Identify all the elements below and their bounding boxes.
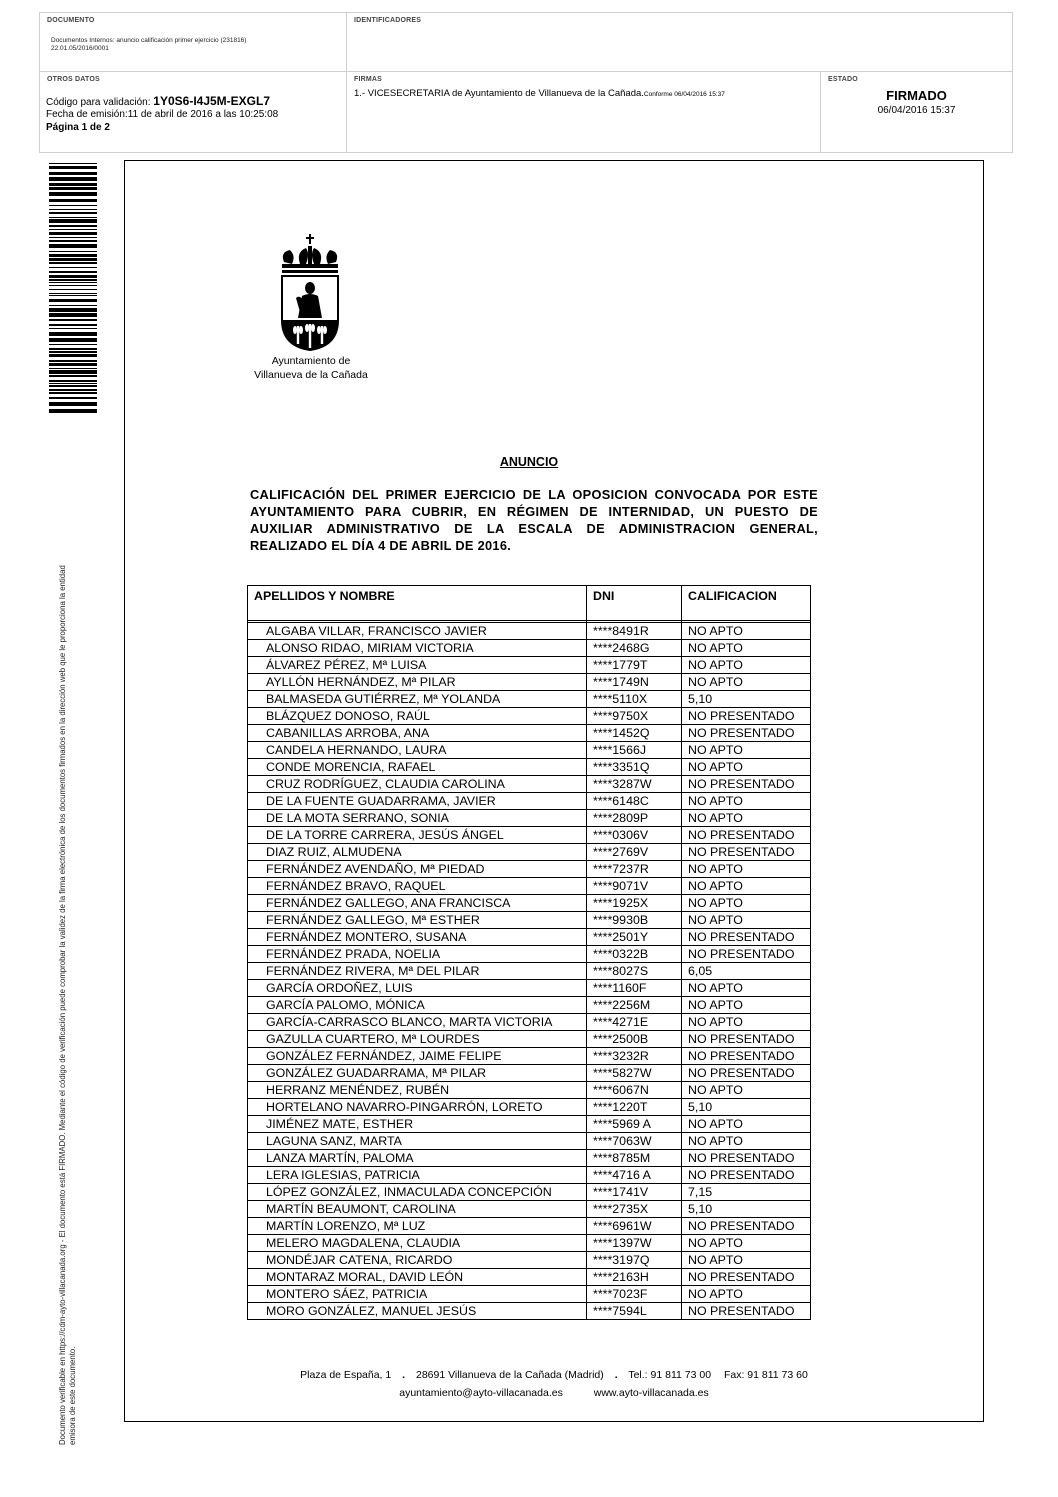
cell-dni: ****3197Q bbox=[587, 1252, 682, 1269]
cell-name: FERNÁNDEZ MONTERO, SUSANA bbox=[248, 929, 587, 946]
table-row bbox=[248, 640, 811, 657]
cell-dni: ****5827W bbox=[587, 1065, 682, 1082]
cell-calificacion: NO PRESENTADO bbox=[682, 1065, 811, 1082]
table-row bbox=[248, 1286, 811, 1303]
otros-datos-label: OTROS DATOS bbox=[47, 76, 100, 83]
cell-calificacion: NO APTO bbox=[682, 1133, 811, 1150]
cell-calificacion: NO PRESENTADO bbox=[682, 776, 811, 793]
cell-name: FERNÁNDEZ RIVERA, Mª DEL PILAR bbox=[248, 963, 587, 980]
barcode-bar bbox=[49, 285, 97, 286]
side-text-line: Documento verificable en https://cdm-ayto-villacanada.org - El documento está FIRMADO. Mediante el código de verificación puede comprobar la validez de la firma electrónica de los documentos firmados en la dirección web que le proporciona la entidad bbox=[58, 565, 67, 1445]
cell-dni: ****7237R bbox=[587, 861, 682, 878]
table-row bbox=[248, 929, 811, 946]
cell-dni: ****0306V bbox=[587, 827, 682, 844]
barcode-bar bbox=[49, 397, 97, 399]
cell-name: HERRANZ MENÉNDEZ, RUBÉN bbox=[248, 1082, 587, 1099]
barcode-bar bbox=[49, 177, 97, 181]
cell-name: MORO GONZÁLEZ, MANUEL JESÚS bbox=[248, 1303, 587, 1320]
cell-dni: ****9930B bbox=[587, 912, 682, 929]
table-row bbox=[248, 963, 811, 980]
column-header-dni: DNI bbox=[587, 586, 682, 621]
table-row bbox=[248, 1235, 811, 1252]
footer-web-line bbox=[0, 1387, 1058, 1399]
cell-name: DE LA TORRE CARRERA, JESÚS ÁNGEL bbox=[248, 827, 587, 844]
cell-name: FERNÁNDEZ PRADA, NOELIA bbox=[248, 946, 587, 963]
cell-calificacion: NO PRESENTADO bbox=[682, 708, 811, 725]
cell-dni: ****7023F bbox=[587, 1286, 682, 1303]
cell-calificacion: NO PRESENTADO bbox=[682, 1167, 811, 1184]
cell-calificacion: NO APTO bbox=[682, 1286, 811, 1303]
otros-datos-box bbox=[39, 71, 347, 153]
cell-name: FERNÁNDEZ GALLEGO, Mª ESTHER bbox=[248, 912, 587, 929]
barcode-bar bbox=[49, 166, 97, 169]
table-row bbox=[248, 1133, 811, 1150]
cell-calificacion: NO APTO bbox=[682, 1235, 811, 1252]
barcode-bar bbox=[49, 251, 97, 252]
table-row bbox=[248, 946, 811, 963]
cell-calificacion: NO PRESENTADO bbox=[682, 1269, 811, 1286]
cell-dni: ****1397W bbox=[587, 1235, 682, 1252]
documento-box bbox=[39, 12, 347, 72]
cell-calificacion: NO APTO bbox=[682, 1252, 811, 1269]
barcode-bar bbox=[49, 209, 97, 210]
cell-name: CABANILLAS ARROBA, ANA bbox=[248, 725, 587, 742]
estado-value: FIRMADO bbox=[886, 88, 947, 103]
logo-caption-line: Villanueva de la Cañada bbox=[254, 369, 368, 381]
documento-label: DOCUMENTO bbox=[47, 17, 95, 24]
cell-name: MONDÉJAR CATENA, RICARDO bbox=[248, 1252, 587, 1269]
cell-calificacion: 7,15 bbox=[682, 1184, 811, 1201]
table-row bbox=[248, 657, 811, 674]
cell-name: BLÁZQUEZ DONOSO, RAÚL bbox=[248, 708, 587, 725]
cell-calificacion: NO PRESENTADO bbox=[682, 844, 811, 861]
barcode-bar bbox=[49, 275, 97, 278]
footer-postal: 28691 Villanueva de la Cañada (Madrid) bbox=[416, 1369, 604, 1381]
cell-calificacion: 5,10 bbox=[682, 1099, 811, 1116]
cell-dni: ****1220T bbox=[587, 1099, 682, 1116]
cell-name: ALONSO RIDAO, MIRIAM VICTORIA bbox=[248, 640, 587, 657]
cell-calificacion: 5,10 bbox=[682, 691, 811, 708]
cell-dni: ****8785M bbox=[587, 1150, 682, 1167]
cell-name: GONZÁLEZ FERNÁNDEZ, JAIME FELIPE bbox=[248, 1048, 587, 1065]
table-row bbox=[248, 674, 811, 691]
table-row bbox=[248, 1048, 811, 1065]
cell-dni: ****3351Q bbox=[587, 759, 682, 776]
barcode-bar bbox=[49, 217, 97, 218]
cell-calificacion: NO APTO bbox=[682, 640, 811, 657]
table-row bbox=[248, 742, 811, 759]
emission-date: Fecha de emisión:11 de abril de 2016 a las 10:25:08 bbox=[46, 109, 279, 120]
barcode-bar bbox=[49, 163, 97, 164]
column-header-name: APELLIDOS Y NOMBRE bbox=[248, 586, 587, 621]
barcode-image bbox=[49, 163, 97, 413]
cell-dni: ****1749N bbox=[587, 674, 682, 691]
table-row bbox=[248, 844, 811, 861]
barcode-bar bbox=[49, 363, 97, 366]
cell-calificacion: NO APTO bbox=[682, 793, 811, 810]
barcode-bar bbox=[49, 219, 97, 223]
table-row bbox=[248, 1065, 811, 1082]
footer-address: Plaza de España, 1 bbox=[300, 1369, 392, 1381]
documento-line: 22.01.05/2016/0001 bbox=[51, 45, 109, 52]
barcode-bar bbox=[49, 383, 97, 384]
firma-conforme: Conforme 06/04/2016 15:37 bbox=[643, 91, 725, 98]
table-row bbox=[248, 878, 811, 895]
barcode-bar bbox=[49, 293, 97, 294]
cell-name: LAGUNA SANZ, MARTA bbox=[248, 1133, 587, 1150]
barcode-bar bbox=[49, 328, 97, 329]
announcement-headline: CALIFICACIÓN DEL PRIMER EJERCICIO DE LA OPOSICION CONVOCADA POR ESTE AYUNTAMIENTO PARA CUBRIR, EN RÉGIMEN DE INTERNIDAD, UN PUESTO DE AUXILIAR ADMINISTRATIVO DE LA ESCALA DE ADMINISTRACION GENERAL, REALIZADO EL DÍA 4 DE ABRIL DE 2016. bbox=[250, 487, 818, 553]
estado-label: ESTADO bbox=[828, 76, 858, 83]
page-number: Página 1 de 2 bbox=[46, 122, 110, 133]
barcode-bar bbox=[49, 389, 97, 391]
cell-name: MELERO MAGDALENA, CLAUDIA bbox=[248, 1235, 587, 1252]
firma-entry bbox=[354, 88, 725, 99]
barcode-bar bbox=[49, 360, 97, 362]
table-row bbox=[248, 1014, 811, 1031]
validation-code[interactable]: 1Y0S6-I4J5M-EXGL7 bbox=[153, 94, 271, 108]
barcode-bar bbox=[49, 187, 97, 190]
cell-name: ÁLVAREZ PÉREZ, Mª LUISA bbox=[248, 657, 587, 674]
cell-calificacion: NO APTO bbox=[682, 623, 811, 640]
firmas-box bbox=[346, 71, 821, 153]
barcode-bar bbox=[49, 229, 97, 230]
cell-dni: ****4716 A bbox=[587, 1167, 682, 1184]
cell-dni: ****2809P bbox=[587, 810, 682, 827]
cell-name: JIMÉNEZ MATE, ESTHER bbox=[248, 1116, 587, 1133]
cell-calificacion: NO APTO bbox=[682, 759, 811, 776]
cell-dni: ****8491R bbox=[587, 623, 682, 640]
announcement-title: ANUNCIO bbox=[499, 455, 559, 469]
barcode-bar bbox=[49, 351, 97, 353]
table-row bbox=[248, 1082, 811, 1099]
barcode-bar bbox=[49, 183, 97, 186]
table-row bbox=[248, 759, 811, 776]
cell-calificacion: NO PRESENTADO bbox=[682, 946, 811, 963]
barcode-bar bbox=[49, 324, 97, 326]
table-row bbox=[248, 1184, 811, 1201]
barcode-bar bbox=[49, 392, 97, 394]
cell-dni: ****1779T bbox=[587, 657, 682, 674]
column-header-calificacion: CALIFICACION bbox=[682, 586, 811, 621]
cell-calificacion: NO APTO bbox=[682, 810, 811, 827]
barcode-bar bbox=[49, 237, 97, 238]
table-row bbox=[248, 691, 811, 708]
cell-dni: ****7063W bbox=[587, 1133, 682, 1150]
cell-dni: ****4271E bbox=[587, 1014, 682, 1031]
barcode-bar bbox=[49, 258, 97, 261]
cell-name: LERA IGLESIAS, PATRICIA bbox=[248, 1167, 587, 1184]
cell-calificacion: NO APTO bbox=[682, 1116, 811, 1133]
barcode-bar bbox=[49, 254, 97, 257]
validation-line bbox=[46, 94, 270, 108]
cell-dni: ****6148C bbox=[587, 793, 682, 810]
cell-name: LANZA MARTÍN, PALOMA bbox=[248, 1150, 587, 1167]
barcode-bar bbox=[49, 402, 97, 406]
coat-of-arms-logo bbox=[270, 232, 350, 352]
firma-text: 1.- VICESECRETARIA de Ayuntamiento de Villanueva de la Cañada. bbox=[354, 88, 644, 99]
barcode-bar bbox=[49, 205, 97, 206]
cell-name: BALMASEDA GUTIÉRREZ, Mª YOLANDA bbox=[248, 691, 587, 708]
table-row bbox=[248, 1218, 811, 1235]
cell-dni: ****1741V bbox=[587, 1184, 682, 1201]
identificadores-box bbox=[346, 12, 1013, 72]
barcode-bar bbox=[49, 289, 97, 290]
cell-calificacion: 6,05 bbox=[682, 963, 811, 980]
table-row bbox=[248, 1167, 811, 1184]
cell-name: DIAZ RUIZ, ALMUDENA bbox=[248, 844, 587, 861]
table-row bbox=[248, 1116, 811, 1133]
cell-name: FERNÁNDEZ GALLEGO, ANA FRANCISCA bbox=[248, 895, 587, 912]
cell-name: GONZÁLEZ GUADARRAMA, Mª PILAR bbox=[248, 1065, 587, 1082]
cell-calificacion: NO PRESENTADO bbox=[682, 929, 811, 946]
cell-calificacion: NO PRESENTADO bbox=[682, 1031, 811, 1048]
cell-calificacion: NO PRESENTADO bbox=[682, 1150, 811, 1167]
table-row bbox=[248, 623, 811, 640]
barcode-bar bbox=[49, 244, 97, 248]
table-header-row bbox=[248, 586, 811, 621]
cell-calificacion: NO APTO bbox=[682, 997, 811, 1014]
cell-dni: ****7594L bbox=[587, 1303, 682, 1320]
cell-dni: ****3287W bbox=[587, 776, 682, 793]
table-row bbox=[248, 1150, 811, 1167]
barcode-bar bbox=[49, 375, 97, 377]
barcode-bar bbox=[49, 267, 97, 268]
cell-name: GARCÍA ORDOÑEZ, LUIS bbox=[248, 980, 587, 997]
cell-dni: ****2163H bbox=[587, 1269, 682, 1286]
cell-dni: ****2501Y bbox=[587, 929, 682, 946]
cell-dni: ****1452Q bbox=[587, 725, 682, 742]
barcode-bar bbox=[49, 332, 97, 336]
footer-separator: . bbox=[402, 1369, 406, 1381]
cell-name: HORTELANO NAVARRO-PINGARRÓN, LORETO bbox=[248, 1099, 587, 1116]
cell-name: MARTÍN BEAUMONT, CAROLINA bbox=[248, 1201, 587, 1218]
cell-calificacion: NO PRESENTADO bbox=[682, 827, 811, 844]
footer-email[interactable]: ayuntamiento@ayto-villacanada.es bbox=[399, 1387, 563, 1399]
barcode-bar bbox=[49, 212, 97, 214]
cell-calificacion: NO APTO bbox=[682, 674, 811, 691]
cell-name: ALGABA VILLAR, FRANCISCO JAVIER bbox=[248, 623, 587, 640]
cell-calificacion: NO APTO bbox=[682, 657, 811, 674]
table-row bbox=[248, 980, 811, 997]
barcode-bar bbox=[49, 338, 97, 342]
table-row bbox=[248, 708, 811, 725]
cell-dni: ****2468G bbox=[587, 640, 682, 657]
cell-dni: ****6961W bbox=[587, 1218, 682, 1235]
cell-dni: ****1566J bbox=[587, 742, 682, 759]
cell-calificacion: NO PRESENTADO bbox=[682, 725, 811, 742]
cell-dni: ****5110X bbox=[587, 691, 682, 708]
cell-dni: ****9071V bbox=[587, 878, 682, 895]
table-row bbox=[248, 793, 811, 810]
footer-separator: . bbox=[614, 1369, 618, 1381]
cell-calificacion: NO APTO bbox=[682, 912, 811, 929]
firmas-label: FIRMAS bbox=[354, 76, 383, 83]
table-row bbox=[248, 1201, 811, 1218]
cell-name: GARCÍA PALOMO, MÓNICA bbox=[248, 997, 587, 1014]
table-row bbox=[248, 776, 811, 793]
logo-caption bbox=[251, 354, 371, 382]
results-table-body bbox=[248, 621, 811, 1320]
barcode-bar bbox=[49, 225, 97, 227]
cell-calificacion: NO APTO bbox=[682, 980, 811, 997]
table-row bbox=[248, 1099, 811, 1116]
footer-phone: Tel.: 91 811 73 00 bbox=[628, 1369, 712, 1381]
barcode-bar bbox=[49, 232, 97, 235]
table-row bbox=[248, 912, 811, 929]
cell-calificacion: NO APTO bbox=[682, 861, 811, 878]
cell-name: CONDE MORENCIA, RAFAEL bbox=[248, 759, 587, 776]
footer-contact-line bbox=[0, 1369, 1058, 1381]
cell-name: MONTARAZ MORAL, DAVID LEÓN bbox=[248, 1269, 587, 1286]
table-row bbox=[248, 1303, 811, 1320]
cell-name: MARTÍN LORENZO, Mª LUZ bbox=[248, 1218, 587, 1235]
cell-dni: ****2500B bbox=[587, 1031, 682, 1048]
cell-calificacion: NO PRESENTADO bbox=[682, 1303, 811, 1320]
barcode-bar bbox=[49, 313, 97, 317]
verification-side-text bbox=[58, 435, 98, 1445]
cell-dni: ****8027S bbox=[587, 963, 682, 980]
cell-name: MONTERO SÁEZ, PATRICIA bbox=[248, 1286, 587, 1303]
cell-dni: ****6067N bbox=[587, 1082, 682, 1099]
barcode-bar bbox=[49, 192, 97, 196]
barcode-bar bbox=[49, 271, 97, 273]
table-row bbox=[248, 827, 811, 844]
barcode-bar bbox=[49, 385, 97, 387]
footer-website[interactable]: www.ayto-villacanada.es bbox=[593, 1387, 709, 1399]
barcode-bar bbox=[49, 305, 97, 306]
barcode-bar bbox=[49, 172, 97, 175]
barcode-bar bbox=[49, 279, 97, 281]
cell-name: DE LA MOTA SERRANO, SONIA bbox=[248, 810, 587, 827]
cell-calificacion: NO APTO bbox=[682, 878, 811, 895]
cell-dni: ****2256M bbox=[587, 997, 682, 1014]
cell-calificacion: NO PRESENTADO bbox=[682, 1048, 811, 1065]
table-row bbox=[248, 861, 811, 878]
cell-name: DE LA FUENTE GUADARRAMA, JAVIER bbox=[248, 793, 587, 810]
cell-calificacion: NO APTO bbox=[682, 895, 811, 912]
cell-dni: ****1925X bbox=[587, 895, 682, 912]
cell-calificacion: NO APTO bbox=[682, 1014, 811, 1031]
cell-name: GARCÍA-CARRASCO BLANCO, MARTA VICTORIA bbox=[248, 1014, 587, 1031]
identificadores-label: IDENTIFICADORES bbox=[354, 17, 422, 24]
barcode-bar bbox=[49, 240, 97, 242]
cell-dni: ****9750X bbox=[587, 708, 682, 725]
documento-line: Documentos Internos: anuncio calificación primer ejercicio (231816) bbox=[51, 37, 247, 44]
barcode-bar bbox=[49, 295, 97, 296]
table-row bbox=[248, 997, 811, 1014]
cell-calificacion: NO PRESENTADO bbox=[682, 1218, 811, 1235]
barcode-bar bbox=[49, 319, 97, 321]
table-row bbox=[248, 725, 811, 742]
cell-name: CANDELA HERNANDO, LAURA bbox=[248, 742, 587, 759]
table-row bbox=[248, 810, 811, 827]
barcode-bar bbox=[49, 199, 97, 202]
cell-calificacion: 5,10 bbox=[682, 1201, 811, 1218]
barcode-bar bbox=[49, 354, 97, 357]
barcode-bar bbox=[49, 368, 97, 369]
barcode-bar bbox=[49, 348, 97, 350]
table-row bbox=[248, 895, 811, 912]
barcode-bar bbox=[49, 299, 97, 302]
results-table bbox=[247, 585, 811, 1320]
side-text-line: emisora de este documento. bbox=[68, 1346, 77, 1445]
estado-box bbox=[820, 71, 1013, 153]
cell-calificacion: NO APTO bbox=[682, 1082, 811, 1099]
cell-name: LÓPEZ GONZÁLEZ, INMACULADA CONCEPCIÓN bbox=[248, 1184, 587, 1201]
cell-calificacion: NO APTO bbox=[682, 742, 811, 759]
cell-dni: ****1160F bbox=[587, 980, 682, 997]
table-row bbox=[248, 1269, 811, 1286]
estado-date: 06/04/2016 15:37 bbox=[877, 105, 956, 116]
cell-dni: ****5969 A bbox=[587, 1116, 682, 1133]
cell-name: AYLLÓN HERNÁNDEZ, Mª PILAR bbox=[248, 674, 587, 691]
validation-prefix: Código para validación: bbox=[46, 97, 151, 108]
cell-dni: ****2769V bbox=[587, 844, 682, 861]
barcode-bar bbox=[49, 370, 97, 374]
barcode-bar bbox=[49, 308, 97, 312]
table-row bbox=[248, 1031, 811, 1048]
logo-caption-line: Ayuntamiento de bbox=[271, 355, 351, 367]
table-row bbox=[248, 1252, 811, 1269]
barcode-bar bbox=[49, 409, 97, 413]
cell-name: FERNÁNDEZ BRAVO, RAQUEL bbox=[248, 878, 587, 895]
cell-dni: ****3232R bbox=[587, 1048, 682, 1065]
barcode-bar bbox=[49, 380, 97, 382]
barcode-bar bbox=[49, 282, 97, 283]
cell-name: CRUZ RODRÍGUEZ, CLAUDIA CAROLINA bbox=[248, 776, 587, 793]
footer-fax: Fax: 91 811 73 60 bbox=[723, 1369, 808, 1381]
barcode-bar bbox=[49, 344, 97, 345]
barcode-bar bbox=[49, 262, 97, 264]
cell-dni: ****2735X bbox=[587, 1201, 682, 1218]
cell-name: GAZULLA CUARTERO, Mª LOURDES bbox=[248, 1031, 587, 1048]
cell-name: FERNÁNDEZ AVENDAÑO, Mª PIEDAD bbox=[248, 861, 587, 878]
cell-dni: ****0322B bbox=[587, 946, 682, 963]
